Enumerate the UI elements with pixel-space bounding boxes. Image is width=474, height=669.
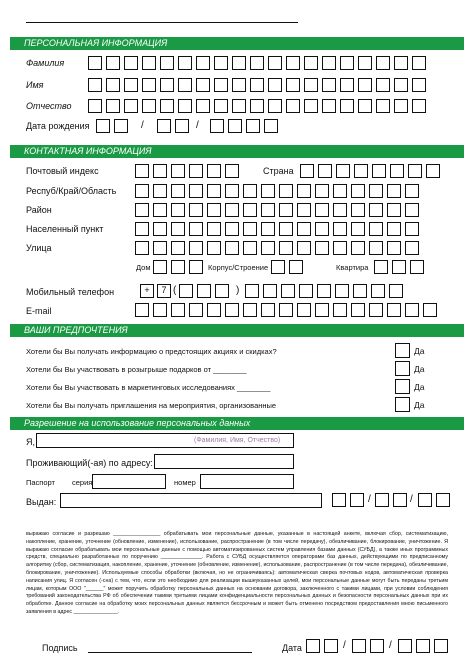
- phone-open-paren: (: [173, 285, 177, 296]
- street-cells[interactable]: [135, 241, 419, 255]
- patronymic-cells[interactable]: [88, 99, 426, 113]
- input-cell[interactable]: [207, 203, 221, 217]
- input-cell[interactable]: [279, 241, 293, 255]
- input-cell[interactable]: [387, 303, 401, 317]
- input-cell[interactable]: [412, 56, 426, 70]
- input-cell[interactable]: [358, 99, 372, 113]
- input-cell[interactable]: [333, 303, 347, 317]
- input-cell[interactable]: [393, 493, 407, 507]
- fio-placeholder: (Фамилия, Имя, Отчество): [194, 437, 281, 444]
- name-label: Имя: [26, 80, 44, 90]
- birth-month-cells[interactable]: [157, 119, 189, 133]
- input-cell[interactable]: [142, 56, 156, 70]
- postal-code-cells[interactable]: [135, 164, 239, 178]
- input-cell[interactable]: [214, 78, 228, 92]
- section-header-personal: [10, 37, 464, 50]
- surname-cells[interactable]: [88, 56, 426, 70]
- input-cell[interactable]: [286, 99, 300, 113]
- input-cell[interactable]: [261, 222, 275, 236]
- input-cell[interactable]: [88, 99, 102, 113]
- input-cell[interactable]: [157, 119, 171, 133]
- input-cell[interactable]: [376, 99, 390, 113]
- input-cell[interactable]: [171, 164, 185, 178]
- consent-legal-text: выражаю согласие и разрешаю ________________ обрабатывать мои персональные данные, указанные в настоящей анкете, включая сбор, систематизацию, накопление, хранение, уточнение (обновление, изменение), использование, распространение (в том числе передачу), обезличивание, блокирование, уничтожение. Я выражаю согласие обрабатывать мои персональные данные с помощью автоматизированных систем управления базами данных (СУБД), а также иных программных средств, специально разработанных по поручению ______________. Работа с СУБД осуществляется операторами баз данных, действующими по предписанному алгоритму (сбор, систематизация, накопление, хранение, уточнение (обновление, изменение), использование, распространение (в том числе передача), обезличивание, блокирование, уничтожение). Используемые способы обработки (включая, но не ограничиваясь): автоматическая сверка почтовых кодов, автоматическая проверка написания улиц. Я согласен (-сна) с тем, что, если это необходимо для реализации вышеуказанных целей, мои персональные данные могут быть переданы третьим лицам, которым ООО "______" может поручить обработку персональных данных на основании договора, заключенного с такими лицами, при условии соблюдения требований законодательства РФ об обеспечении такими третьими лицами конфиденциальности персональных данных и безопасности персональных данных при их обработке. Данное согласие на обработку моих персональных данных является бессрочным и может быть отменено посредством предоставления мною письменного заявления в адрес _______________.: [26, 531, 448, 615]
- email-cells[interactable]: [135, 303, 437, 317]
- input-cell[interactable]: [324, 639, 338, 653]
- date-separator: /: [389, 640, 392, 651]
- input-cell[interactable]: [210, 119, 224, 133]
- input-cell[interactable]: [315, 241, 329, 255]
- input-cell[interactable]: [243, 184, 257, 198]
- input-cell[interactable]: [225, 203, 239, 217]
- section-title: КОНТАКТНАЯ ИНФОРМАЦИЯ: [24, 146, 152, 156]
- input-cell[interactable]: [289, 260, 303, 274]
- input-cell[interactable]: [369, 303, 383, 317]
- birth-date-label: Дата рождения: [26, 121, 90, 131]
- input-cell[interactable]: [232, 78, 246, 92]
- input-cell[interactable]: [297, 241, 311, 255]
- building-cells[interactable]: [271, 260, 303, 274]
- input-cell[interactable]: [153, 260, 167, 274]
- section-title: Разрешение на использование персональных данных: [24, 418, 251, 428]
- preference-checkbox[interactable]: [395, 379, 410, 394]
- passport-number-field[interactable]: [200, 474, 294, 489]
- input-cell[interactable]: [333, 222, 347, 236]
- input-cell[interactable]: [405, 184, 419, 198]
- input-cell[interactable]: [245, 284, 259, 298]
- input-cell[interactable]: [114, 119, 128, 133]
- input-cell[interactable]: [225, 184, 239, 198]
- email-label: E-mail: [26, 306, 52, 316]
- date-separator: /: [196, 120, 199, 131]
- input-cell[interactable]: [351, 184, 365, 198]
- preference-checkbox[interactable]: [395, 397, 410, 412]
- input-cell[interactable]: [196, 99, 210, 113]
- input-cell[interactable]: [171, 260, 185, 274]
- input-cell[interactable]: [271, 260, 285, 274]
- input-cell[interactable]: [197, 284, 211, 298]
- input-cell[interactable]: [88, 78, 102, 92]
- input-cell[interactable]: [358, 78, 372, 92]
- input-cell[interactable]: [243, 203, 257, 217]
- locality-cells[interactable]: [135, 222, 419, 236]
- input-cell[interactable]: [135, 164, 149, 178]
- region-label: Респуб/Край/Область: [26, 186, 117, 196]
- input-cell[interactable]: [153, 241, 167, 255]
- input-cell[interactable]: [351, 303, 365, 317]
- input-cell[interactable]: [405, 222, 419, 236]
- input-cell[interactable]: [333, 203, 347, 217]
- input-cell[interactable]: [153, 164, 167, 178]
- input-cell[interactable]: [160, 56, 174, 70]
- input-cell[interactable]: [124, 99, 138, 113]
- input-cell[interactable]: [436, 493, 450, 507]
- signature-line[interactable]: [88, 652, 252, 653]
- sign-year-cells[interactable]: [398, 639, 448, 653]
- input-cell[interactable]: [214, 99, 228, 113]
- country-cells[interactable]: [300, 164, 440, 178]
- input-cell[interactable]: [135, 203, 149, 217]
- input-cell[interactable]: [250, 99, 264, 113]
- input-cell[interactable]: [322, 78, 336, 92]
- input-cell[interactable]: [371, 284, 385, 298]
- input-cell[interactable]: [394, 78, 408, 92]
- input-cell[interactable]: [374, 260, 388, 274]
- input-cell[interactable]: [268, 99, 282, 113]
- surname-label: Фамилия: [26, 58, 65, 68]
- phone-number-cells[interactable]: [245, 284, 403, 298]
- input-cell[interactable]: [225, 164, 239, 178]
- date-separator: /: [343, 640, 346, 651]
- input-cell[interactable]: [408, 164, 422, 178]
- section-title: ПЕРСОНАЛЬНАЯ ИНФОРМАЦИЯ: [24, 38, 168, 48]
- yes-label: Да: [414, 364, 425, 374]
- input-cell[interactable]: [376, 78, 390, 92]
- input-cell[interactable]: [106, 56, 120, 70]
- input-cell[interactable]: [279, 303, 293, 317]
- input-cell[interactable]: [315, 184, 329, 198]
- input-cell[interactable]: [426, 164, 440, 178]
- input-cell[interactable]: [340, 78, 354, 92]
- input-cell[interactable]: [261, 184, 275, 198]
- section-header-preferences: [10, 324, 464, 337]
- input-cell[interactable]: [178, 56, 192, 70]
- input-cell[interactable]: [124, 56, 138, 70]
- input-cell[interactable]: [135, 303, 149, 317]
- input-cell[interactable]: [392, 260, 406, 274]
- input-cell[interactable]: [268, 56, 282, 70]
- input-cell[interactable]: [250, 56, 264, 70]
- region-cells[interactable]: [135, 184, 419, 198]
- input-cell[interactable]: [351, 222, 365, 236]
- issued-year-cells[interactable]: [418, 493, 450, 507]
- input-cell[interactable]: [372, 164, 386, 178]
- input-cell[interactable]: [135, 222, 149, 236]
- input-cell[interactable]: [387, 203, 401, 217]
- input-cell[interactable]: [160, 78, 174, 92]
- input-cell[interactable]: [171, 184, 185, 198]
- input-cell[interactable]: [263, 284, 277, 298]
- district-label: Район: [26, 205, 52, 215]
- input-cell[interactable]: [369, 203, 383, 217]
- preference-checkbox[interactable]: [395, 343, 410, 358]
- issued-label: Выдан:: [26, 497, 57, 507]
- input-cell[interactable]: [390, 164, 404, 178]
- section-header-consent: [10, 417, 464, 430]
- input-cell[interactable]: [375, 493, 389, 507]
- input-cell[interactable]: [412, 78, 426, 92]
- birth-day-cells[interactable]: [96, 119, 128, 133]
- passport-label: Паспорт: [26, 478, 55, 487]
- input-cell[interactable]: [416, 639, 430, 653]
- input-cell[interactable]: [261, 203, 275, 217]
- input-cell[interactable]: [304, 56, 318, 70]
- input-cell[interactable]: [178, 99, 192, 113]
- input-cell[interactable]: [189, 222, 203, 236]
- input-cell[interactable]: [279, 203, 293, 217]
- yes-label: Да: [414, 400, 425, 410]
- number-label: номер: [174, 478, 196, 487]
- sign-month-cells[interactable]: [352, 639, 384, 653]
- input-cell[interactable]: [189, 241, 203, 255]
- input-cell[interactable]: [332, 493, 346, 507]
- input-cell[interactable]: [317, 284, 331, 298]
- input-cell[interactable]: [175, 119, 189, 133]
- input-cell[interactable]: [246, 119, 260, 133]
- input-cell[interactable]: [315, 303, 329, 317]
- input-cell[interactable]: [333, 241, 347, 255]
- input-cell[interactable]: [297, 222, 311, 236]
- preference-text: Хотели бы Вы получать приглашения на мероприятия, организованные: [26, 401, 277, 410]
- input-cell[interactable]: [225, 222, 239, 236]
- phone-area-cells[interactable]: [179, 284, 229, 298]
- building-label: Корпус/Строение: [208, 263, 269, 272]
- input-cell[interactable]: [171, 203, 185, 217]
- input-cell[interactable]: [207, 303, 221, 317]
- input-cell[interactable]: [418, 493, 432, 507]
- country-label: Страна: [263, 166, 294, 176]
- phone-prefix-plus: +: [140, 284, 154, 298]
- input-cell[interactable]: [228, 119, 242, 133]
- input-cell[interactable]: [142, 78, 156, 92]
- input-cell[interactable]: [189, 203, 203, 217]
- input-cell[interactable]: [318, 164, 332, 178]
- sign-day-cells[interactable]: [306, 639, 338, 653]
- input-cell[interactable]: [243, 241, 257, 255]
- header-line: [26, 22, 298, 23]
- input-cell[interactable]: [340, 99, 354, 113]
- apartment-label: Квартира: [336, 263, 369, 272]
- input-cell[interactable]: [189, 260, 203, 274]
- input-cell[interactable]: [268, 78, 282, 92]
- input-cell[interactable]: [106, 78, 120, 92]
- input-cell[interactable]: [196, 56, 210, 70]
- postal-code-label: Почтовый индекс: [26, 166, 99, 176]
- preference-text: Хотели бы Вы участвовать в розыгрыше подарков от ________: [26, 365, 247, 374]
- house-cells[interactable]: [153, 260, 203, 274]
- input-cell[interactable]: [171, 222, 185, 236]
- input-cell[interactable]: [405, 203, 419, 217]
- input-cell[interactable]: [297, 184, 311, 198]
- input-cell[interactable]: [352, 639, 366, 653]
- input-cell[interactable]: [389, 284, 403, 298]
- apartment-cells[interactable]: [374, 260, 424, 274]
- input-cell[interactable]: [196, 78, 210, 92]
- input-cell[interactable]: [225, 303, 239, 317]
- input-cell[interactable]: [153, 184, 167, 198]
- issued-month-cells[interactable]: [375, 493, 407, 507]
- input-cell[interactable]: [179, 284, 193, 298]
- input-cell[interactable]: [243, 222, 257, 236]
- input-cell[interactable]: [315, 222, 329, 236]
- section-header-contact: [10, 145, 464, 158]
- input-cell[interactable]: [142, 99, 156, 113]
- input-cell[interactable]: [297, 203, 311, 217]
- input-cell[interactable]: [299, 284, 313, 298]
- input-cell[interactable]: [304, 99, 318, 113]
- input-cell[interactable]: [286, 78, 300, 92]
- input-cell[interactable]: [281, 284, 295, 298]
- input-cell[interactable]: [387, 184, 401, 198]
- birth-year-cells[interactable]: [210, 119, 278, 133]
- address-label: Проживающий(-ая) по адресу:: [26, 458, 153, 468]
- input-cell[interactable]: [370, 639, 384, 653]
- input-cell[interactable]: [315, 203, 329, 217]
- input-cell[interactable]: [306, 639, 320, 653]
- input-cell[interactable]: [300, 164, 314, 178]
- i-label: Я,: [26, 437, 35, 447]
- input-cell[interactable]: [232, 99, 246, 113]
- date-separator: /: [141, 120, 144, 131]
- input-cell[interactable]: [214, 56, 228, 70]
- input-cell[interactable]: [304, 78, 318, 92]
- input-cell[interactable]: [398, 639, 412, 653]
- series-label: серия: [72, 478, 93, 487]
- input-cell[interactable]: [350, 493, 364, 507]
- input-cell[interactable]: [322, 56, 336, 70]
- input-cell[interactable]: [189, 164, 203, 178]
- mobile-label: Мобильный телефон: [26, 287, 115, 297]
- preference-text: Хотели бы Вы участвовать в маркетинговых исследованиях ________: [26, 383, 271, 392]
- date-label: Дата: [282, 643, 302, 653]
- date-separator: /: [410, 494, 413, 505]
- input-cell[interactable]: [410, 260, 424, 274]
- input-cell[interactable]: [376, 56, 390, 70]
- input-cell[interactable]: [405, 303, 419, 317]
- input-cell[interactable]: [215, 284, 229, 298]
- input-cell[interactable]: [171, 241, 185, 255]
- address-field[interactable]: [154, 454, 294, 469]
- input-cell[interactable]: [207, 164, 221, 178]
- input-cell[interactable]: [369, 241, 383, 255]
- input-cell[interactable]: [336, 164, 350, 178]
- signature-label: Подпись: [42, 643, 78, 653]
- input-cell[interactable]: [153, 303, 167, 317]
- input-cell[interactable]: [264, 119, 278, 133]
- input-cell[interactable]: [189, 184, 203, 198]
- input-cell[interactable]: [394, 56, 408, 70]
- date-separator: /: [368, 494, 371, 505]
- input-cell[interactable]: [412, 99, 426, 113]
- input-cell[interactable]: [160, 99, 174, 113]
- input-cell[interactable]: [394, 99, 408, 113]
- input-cell[interactable]: [387, 222, 401, 236]
- phone-close-paren: ): [236, 285, 240, 296]
- input-cell[interactable]: [225, 241, 239, 255]
- input-cell[interactable]: [261, 241, 275, 255]
- input-cell[interactable]: [335, 284, 349, 298]
- input-cell[interactable]: [322, 99, 336, 113]
- input-cell[interactable]: [153, 203, 167, 217]
- input-cell[interactable]: [279, 222, 293, 236]
- preference-text: Хотели бы Вы получать информацию о предстоящих акциях и скидках?: [26, 347, 277, 356]
- patronymic-label: Отчество: [26, 101, 72, 111]
- locality-label: Населенный пункт: [26, 224, 104, 234]
- name-cells[interactable]: [88, 78, 426, 92]
- input-cell[interactable]: [351, 203, 365, 217]
- input-cell[interactable]: [358, 56, 372, 70]
- input-cell[interactable]: [96, 119, 110, 133]
- input-cell[interactable]: [243, 303, 257, 317]
- input-cell[interactable]: [286, 56, 300, 70]
- input-cell[interactable]: [369, 184, 383, 198]
- input-cell[interactable]: [261, 303, 275, 317]
- section-title: ВАШИ ПРЕДПОЧТЕНИЯ: [24, 325, 128, 335]
- input-cell[interactable]: [405, 241, 419, 255]
- house-label: Дом: [136, 263, 151, 272]
- phone-prefix-code: 7: [157, 284, 171, 298]
- input-cell[interactable]: [106, 99, 120, 113]
- input-cell[interactable]: [207, 241, 221, 255]
- input-cell[interactable]: [171, 303, 185, 317]
- input-cell[interactable]: [124, 78, 138, 92]
- input-cell[interactable]: [232, 56, 246, 70]
- input-cell[interactable]: [354, 164, 368, 178]
- yes-label: Да: [414, 382, 425, 392]
- input-cell[interactable]: [353, 284, 367, 298]
- yes-label: Да: [414, 346, 425, 356]
- input-cell[interactable]: [340, 56, 354, 70]
- passport-series-field[interactable]: [92, 474, 166, 489]
- input-cell[interactable]: [250, 78, 264, 92]
- input-cell[interactable]: [135, 241, 149, 255]
- input-cell[interactable]: [207, 184, 221, 198]
- district-cells[interactable]: [135, 203, 419, 217]
- input-cell[interactable]: [135, 184, 149, 198]
- input-cell[interactable]: [189, 303, 203, 317]
- input-cell[interactable]: [423, 303, 437, 317]
- input-cell[interactable]: [333, 184, 347, 198]
- preference-checkbox[interactable]: [395, 361, 410, 376]
- input-cell[interactable]: [178, 78, 192, 92]
- input-cell[interactable]: [369, 222, 383, 236]
- input-cell[interactable]: [351, 241, 365, 255]
- input-cell[interactable]: [387, 241, 401, 255]
- input-cell[interactable]: [279, 184, 293, 198]
- street-label: Улица: [26, 243, 52, 253]
- input-cell[interactable]: [434, 639, 448, 653]
- input-cell[interactable]: [88, 56, 102, 70]
- issued-field[interactable]: [60, 493, 322, 508]
- input-cell[interactable]: [207, 222, 221, 236]
- issued-day-cells[interactable]: [332, 493, 364, 507]
- input-cell[interactable]: [153, 222, 167, 236]
- input-cell[interactable]: [297, 303, 311, 317]
